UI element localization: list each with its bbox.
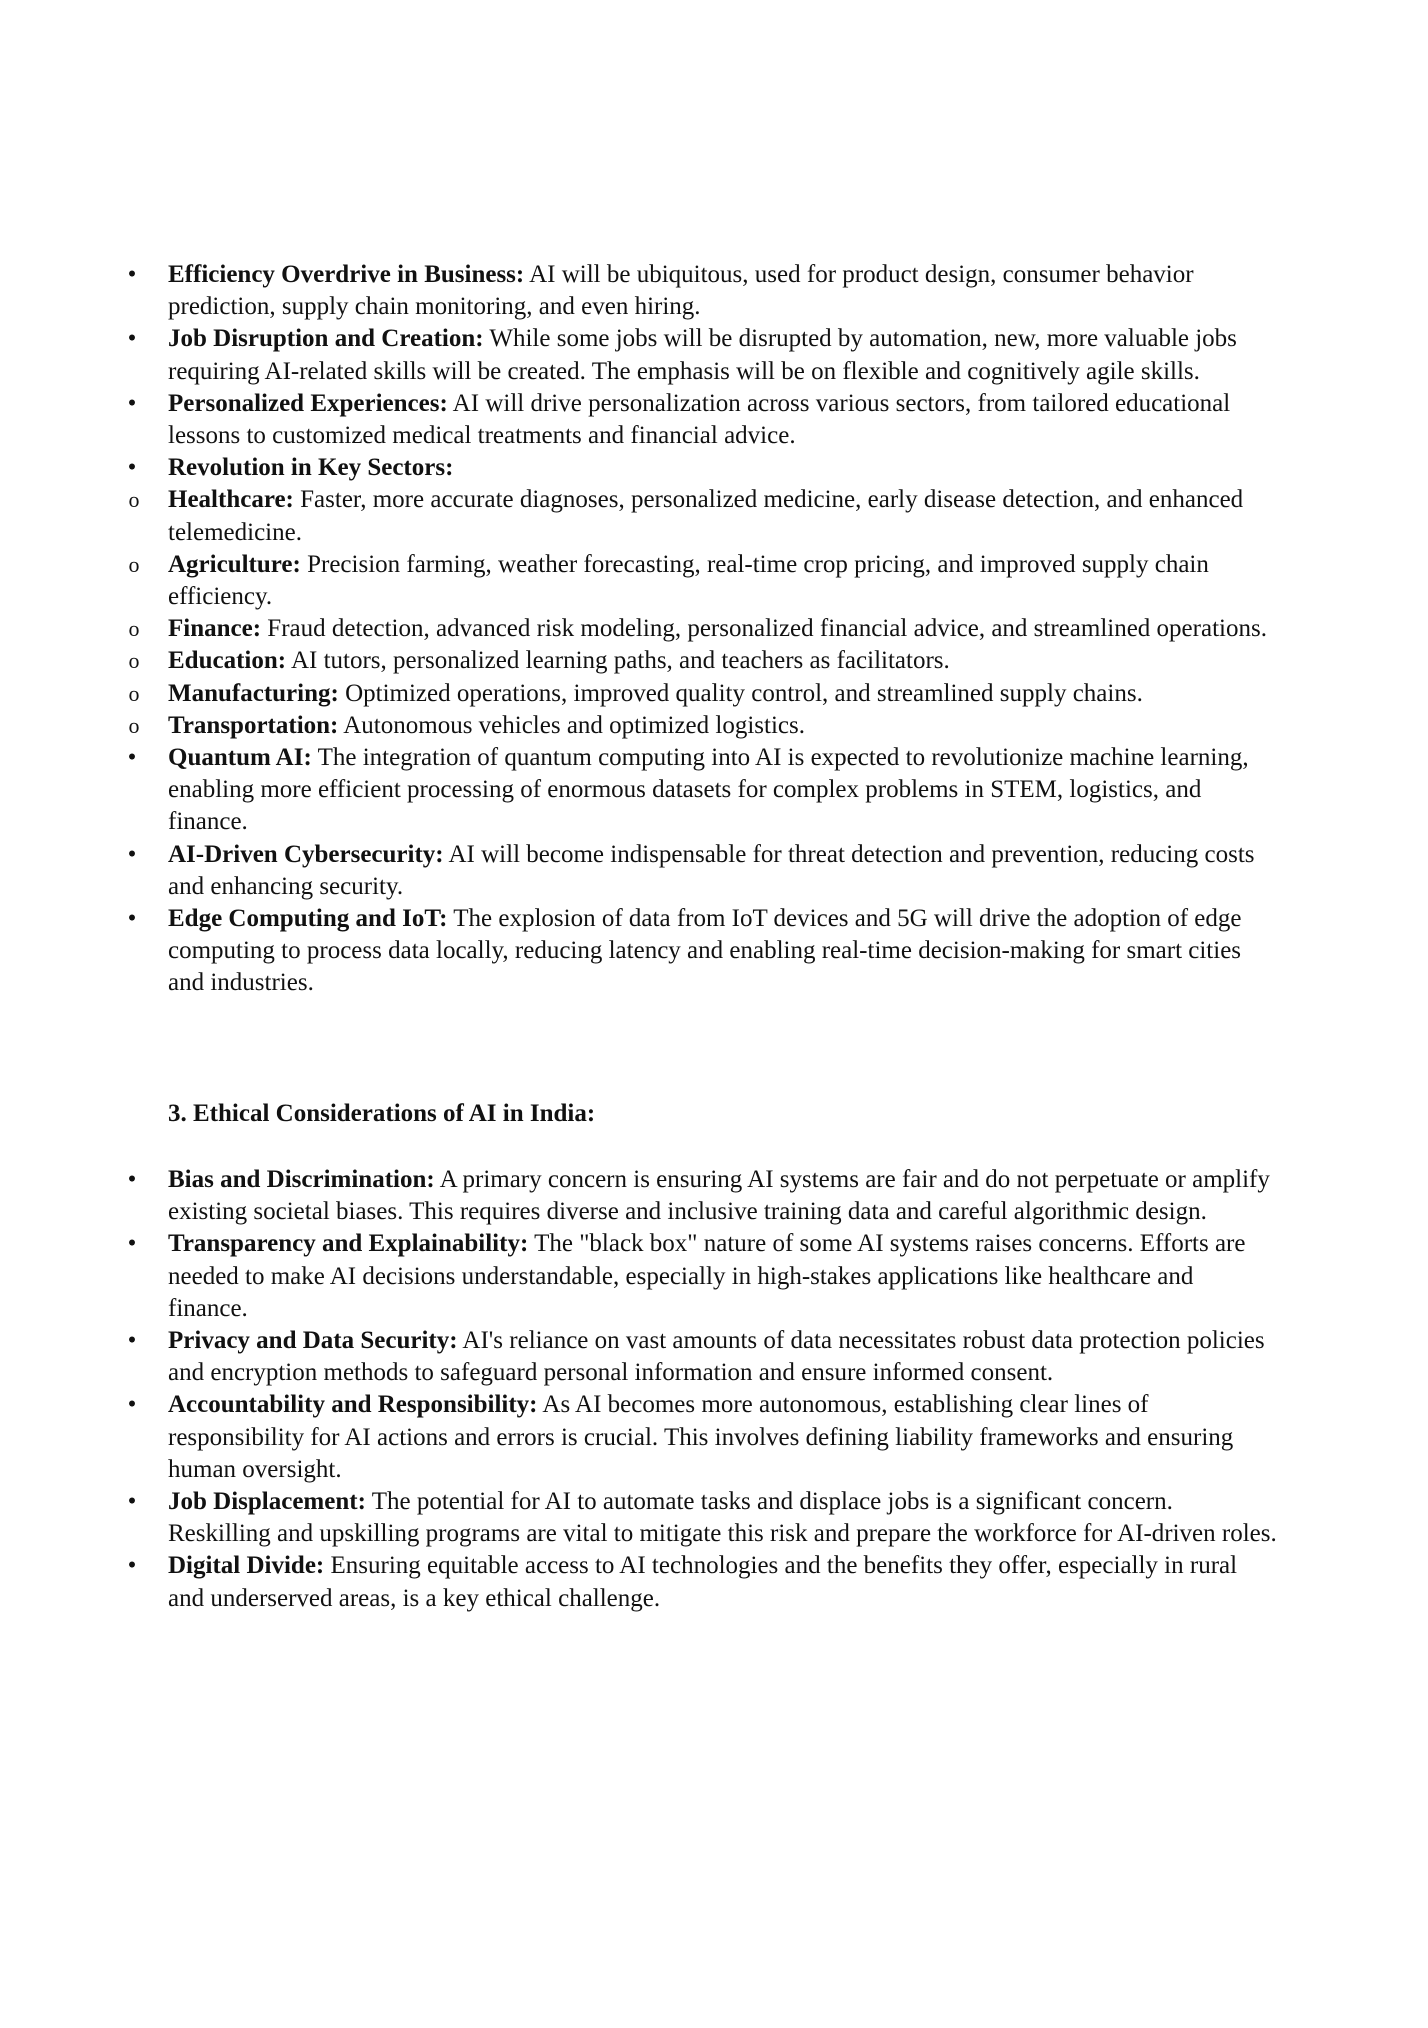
sub-bullet-marker: o xyxy=(128,551,140,577)
item-text: The "black box" nature of some AI systems raises concerns. Efforts are needed to make AI decisions understandable, especially in high-stakes applications like healthcare and finance. xyxy=(168,1230,1246,1322)
item-term: Bias and Discrimination: xyxy=(168,1166,435,1193)
bullet-marker: • xyxy=(127,905,137,933)
list-item xyxy=(0,1389,1428,1486)
item-text: Ensuring equitable access to AI technologies and the benefits they offer, especially in rural and underserved areas, is a key ethical challenge. xyxy=(168,1552,1238,1612)
item-term: Accountability and Responsibility: xyxy=(168,1391,538,1419)
item-text: The explosion of data from IoT devices and 5G will drive the adoption of edge computing to process data locally, reducing latency and enabling real-time decision-making for smart cities and industries. xyxy=(168,905,1242,997)
item-text: The integration of quantum computing into AI is expected to revolutionize machine learning, enabling more efficient processing of enormous datasets for complex problems in STEM, logistics, and finance. xyxy=(168,744,1249,836)
item-term: Job Disruption and Creation: xyxy=(168,325,484,353)
sub-list-item xyxy=(0,549,1428,613)
sub-list-item xyxy=(0,710,1428,742)
list-item xyxy=(0,388,1428,452)
sub-list-item xyxy=(0,613,1428,645)
list-item xyxy=(0,1228,1428,1325)
item-text: AI will drive personalization across various sectors, from tailored educational lessons to customized medical treatments and financial advice. xyxy=(168,389,1231,450)
item-term: Personalized Experiences: xyxy=(168,389,448,417)
item-text: Precision farming, weather forecasting, real-time crop pricing, and improved supply chain efficiency. xyxy=(168,550,1209,611)
list-item xyxy=(0,452,1428,484)
list-item xyxy=(0,1325,1428,1389)
item-term: Revolution in Key Sectors: xyxy=(168,454,454,482)
item-term: AI-Driven Cybersecurity: xyxy=(168,840,444,868)
item-text: AI will be ubiquitous, used for product design, consumer behavior prediction, supply chain monitoring, and even hiring. xyxy=(168,261,1194,321)
list-item xyxy=(0,903,1428,1000)
bullet-marker: • xyxy=(127,1230,137,1258)
item-term: Healthcare: xyxy=(168,486,294,514)
item-term: Transparency and Explainability: xyxy=(168,1230,529,1258)
item-text: Faster, more accurate diagnoses, personalized medicine, early disease detection, and enhanced telemedicine. xyxy=(168,486,1244,546)
bullet-marker: • xyxy=(127,389,137,417)
bullet-marker: • xyxy=(127,1552,137,1580)
item-term: Manufacturing: xyxy=(168,679,339,707)
item-term: Agriculture: xyxy=(168,550,301,578)
sub-bullet-marker: o xyxy=(128,712,140,738)
item-text: AI tutors, personalized learning paths, and teachers as facilitators. xyxy=(286,647,950,675)
sub-list-item xyxy=(0,484,1428,548)
item-text: While some jobs will be disrupted by automation, new, more valuable jobs requiring AI-related skills will be created. The emphasis will be on flexible and cognitively agile skills. xyxy=(168,325,1237,385)
future-trends-list xyxy=(0,259,1428,1000)
bullet-marker: • xyxy=(127,1391,137,1419)
bullet-marker: • xyxy=(127,261,137,288)
item-term: Transportation: xyxy=(168,711,339,739)
item-term: Privacy and Data Security: xyxy=(168,1327,458,1355)
item-text: The potential for AI to automate tasks and displace jobs is a significant concern. Reskilling and upskilling programs are vital to mitigate this risk and prepare the workforce for AI-driven roles. xyxy=(168,1488,1277,1548)
section-heading: 3. Ethical Considerations of AI in India: xyxy=(168,1100,596,1127)
bullet-marker: • xyxy=(127,1488,137,1516)
item-term: Finance: xyxy=(168,615,262,643)
item-term: Efficiency Overdrive in Business: xyxy=(168,261,525,288)
item-text: Optimized operations, improved quality control, and streamlined supply chains. xyxy=(338,679,1143,707)
bullet-marker: • xyxy=(127,454,137,482)
item-text: AI's reliance on vast amounts of data necessitates robust data protection policies and encryption methods to safeguard personal information and ensure informed consent. xyxy=(168,1327,1265,1387)
item-text: Fraud detection, advanced risk modeling, personalized financial advice, and streamlined operations. xyxy=(261,615,1267,643)
sub-bullet-marker: o xyxy=(128,616,140,642)
item-term: Quantum AI: xyxy=(168,744,312,772)
item-term: Digital Divide: xyxy=(168,1552,325,1580)
list-item xyxy=(0,323,1428,387)
bullet-marker: • xyxy=(127,1166,137,1193)
item-term: Job Displacement: xyxy=(168,1488,366,1516)
list-item xyxy=(0,1486,1428,1550)
item-text: A primary concern is ensuring AI systems are fair and do not perpetuate or amplify existing societal biases. This requires diverse and inclusive training data and careful algorithmic design. xyxy=(168,1166,1270,1226)
sub-bullet-marker: o xyxy=(128,648,140,674)
sub-bullet-marker: o xyxy=(128,487,140,513)
ethical-considerations-list xyxy=(0,1164,1428,1615)
list-item xyxy=(0,1164,1428,1228)
list-item xyxy=(0,259,1428,323)
sub-bullet-marker: o xyxy=(128,680,140,706)
sub-list-item xyxy=(0,678,1428,710)
list-item xyxy=(0,742,1428,839)
item-text: Autonomous vehicles and optimized logistics. xyxy=(338,711,805,739)
bullet-marker: • xyxy=(127,325,137,353)
item-text: As AI becomes more autonomous, establishing clear lines of responsibility for AI actions and errors is crucial. This involves defining liability frameworks and ensuring human oversight. xyxy=(168,1391,1234,1483)
item-term: Education: xyxy=(168,647,287,675)
list-item xyxy=(0,1550,1428,1614)
bullet-marker: • xyxy=(127,840,137,868)
sub-list-item xyxy=(0,645,1428,677)
bullet-marker: • xyxy=(127,1327,137,1355)
bullet-marker: • xyxy=(127,744,137,772)
list-item xyxy=(0,839,1428,903)
item-term: Edge Computing and IoT: xyxy=(168,905,448,933)
item-text: AI will become indispensable for threat detection and prevention, reducing costs and enhancing security. xyxy=(168,840,1255,900)
